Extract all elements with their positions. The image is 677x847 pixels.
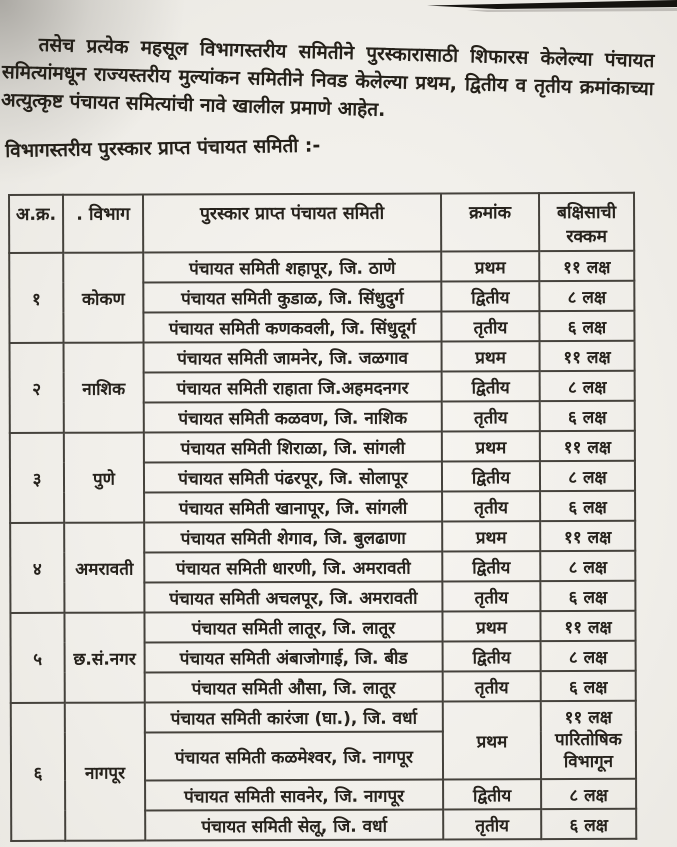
sr-no-cell: २ [10,343,64,433]
prize-cell: ६ लक्ष [540,491,635,521]
samiti-cell: पंचायत समिती सेलू, जि. वर्धा [145,809,443,840]
sr-no-cell: ४ [10,523,64,613]
samiti-cell: पंचायत समिती शेगाव, जि. बुलढाणा [144,521,442,552]
rank-cell: द्वितीय [441,281,539,311]
sr-no-cell: ६ [11,703,65,841]
prize-cell: ८ लक्ष [539,281,634,311]
rank-cell: द्वितीय [442,551,540,581]
prize-cell: ११ लक्ष [540,521,635,551]
samiti-cell: पंचायत समिती पंढरपूर, जि. सोलापूर [144,461,442,492]
samiti-cell: पंचायत समिती सावनेर, जि. नागपूर [145,779,443,810]
prize-cell: ८ लक्ष [540,461,635,491]
rank-cell: प्रथम [442,611,540,641]
prize-cell: ११ लक्ष पारितोषिक विभागून [541,701,636,779]
table-row [11,701,636,733]
division-cell: कोकण [63,253,143,343]
rank-cell: तृतीय [442,581,540,611]
section-heading: विभागस्तरीय पुरस्कार प्राप्त पंचायत समिती :- [5,134,321,162]
page-edge-artifact [427,0,677,16]
header-sr-no: अ.क्र. [9,195,63,253]
header-division: . विभाग [63,195,143,253]
rank-cell: द्वितीय [443,641,541,671]
samiti-cell: पंचायत समिती कळवण, जि. नाशिक [144,401,442,432]
prize-cell: ६ लक्ष [540,401,635,431]
table-row [10,611,635,643]
rank-cell: प्रथम [443,701,541,779]
prize-cell: ११ लक्ष [540,431,635,461]
rank-cell: द्वितीय [442,461,540,491]
rank-cell: द्वितीय [443,779,541,809]
prize-cell: ६ लक्ष [539,311,634,341]
prize-cell: ६ लक्ष [541,671,636,701]
samiti-cell: पंचायत समिती अचलपूर, जि. अमरावती [144,581,442,612]
samiti-cell: पंचायत समिती कारंजा (घा.), जि. वर्धा [145,701,443,732]
rank-cell: प्रथम [442,521,540,551]
division-cell: पुणे [64,433,144,523]
samiti-cell: पंचायत समिती कळमेश्वर, जि. नागपूर [145,731,443,780]
table-row [9,251,634,283]
samiti-cell: पंचायत समिती जामनेर, जि. जळगाव [144,341,442,372]
prize-cell: ११ लक्ष [539,251,634,281]
prize-cell: ६ लक्ष [540,581,635,611]
samiti-cell: पंचायत समिती अंबाजोगाई, जि. बीड [145,641,443,672]
rank-cell: प्रथम [442,431,540,461]
intro-paragraph: तसेच प्रत्येक महसूल विभागस्तरीय समितीने पुरस्कारासाठी शिफारस केलेल्या पंचायत समित्यांमधून राज्यस्तरीय मुल्यांकन समितीने निवड केलेल्या प्रथम, द्वितीय व तृतीय क्रमांकाच्या अत्युत्कृष्ट पंचायत समित्यांची नावे खालील प्रमाणे आहेत. [0,33,655,122]
prize-cell: ११ लक्ष [540,341,635,371]
division-cell: नाशिक [64,343,144,433]
samiti-cell: पंचायत समिती कुडाळ, जि. सिंधुदुर्ग [143,281,441,312]
table-row [10,341,635,373]
award-table [8,192,637,842]
prize-cell: ८ लक्ष [541,779,636,809]
samiti-cell: पंचायत समिती शिराळा, जि. सांगली [144,431,442,462]
rank-cell: द्वितीय [442,371,540,401]
rank-cell: तृतीय [442,491,540,521]
sr-no-cell: ५ [10,613,64,703]
rank-cell: तृतीय [442,401,540,431]
samiti-cell: पंचायत समिती लातूर, जि. लातूर [144,611,442,642]
samiti-cell: पंचायत समिती कणकवली, जि. सिंधुदूर्ग [143,311,441,342]
header-rank: क्रमांक [441,193,539,251]
rank-cell: तृतीय [443,671,541,701]
rank-cell: तृतीय [443,809,541,839]
header-prize: बक्षिसाची रक्कम [539,193,634,251]
prize-cell: ६ लक्ष [541,809,636,839]
rank-cell: प्रथम [441,251,539,281]
prize-cell: ८ लक्ष [541,641,636,671]
rank-cell: तृतीय [441,311,539,341]
sr-no-cell: १ [9,253,63,343]
rank-cell: प्रथम [442,341,540,371]
division-cell: छ.सं.नगर [64,613,144,703]
division-cell: नागपूर [65,703,145,841]
samiti-cell: पंचायत समिती शहापूर, जि. ठाणे [143,251,441,282]
table-row [10,521,635,553]
samiti-cell: पंचायत समिती धारणी, जि. अमरावती [144,551,442,582]
table-header-row [9,193,634,253]
sr-no-cell: ३ [10,433,64,523]
table-row [10,431,635,463]
prize-cell: ८ लक्ष [540,371,635,401]
samiti-cell: पंचायत समिती औसा, जि. लातूर [145,671,443,702]
prize-cell: ११ लक्ष [540,611,635,641]
prize-cell: ८ लक्ष [540,551,635,581]
samiti-cell: पंचायत समिती राहाता जि.अहमदनगर [144,371,442,402]
samiti-cell: पंचायत समिती खानापूर, जि. सांगली [144,491,442,522]
division-cell: अमरावती [64,523,144,613]
header-samiti: पुरस्कार प्राप्त पंचायत समिती [143,193,441,252]
